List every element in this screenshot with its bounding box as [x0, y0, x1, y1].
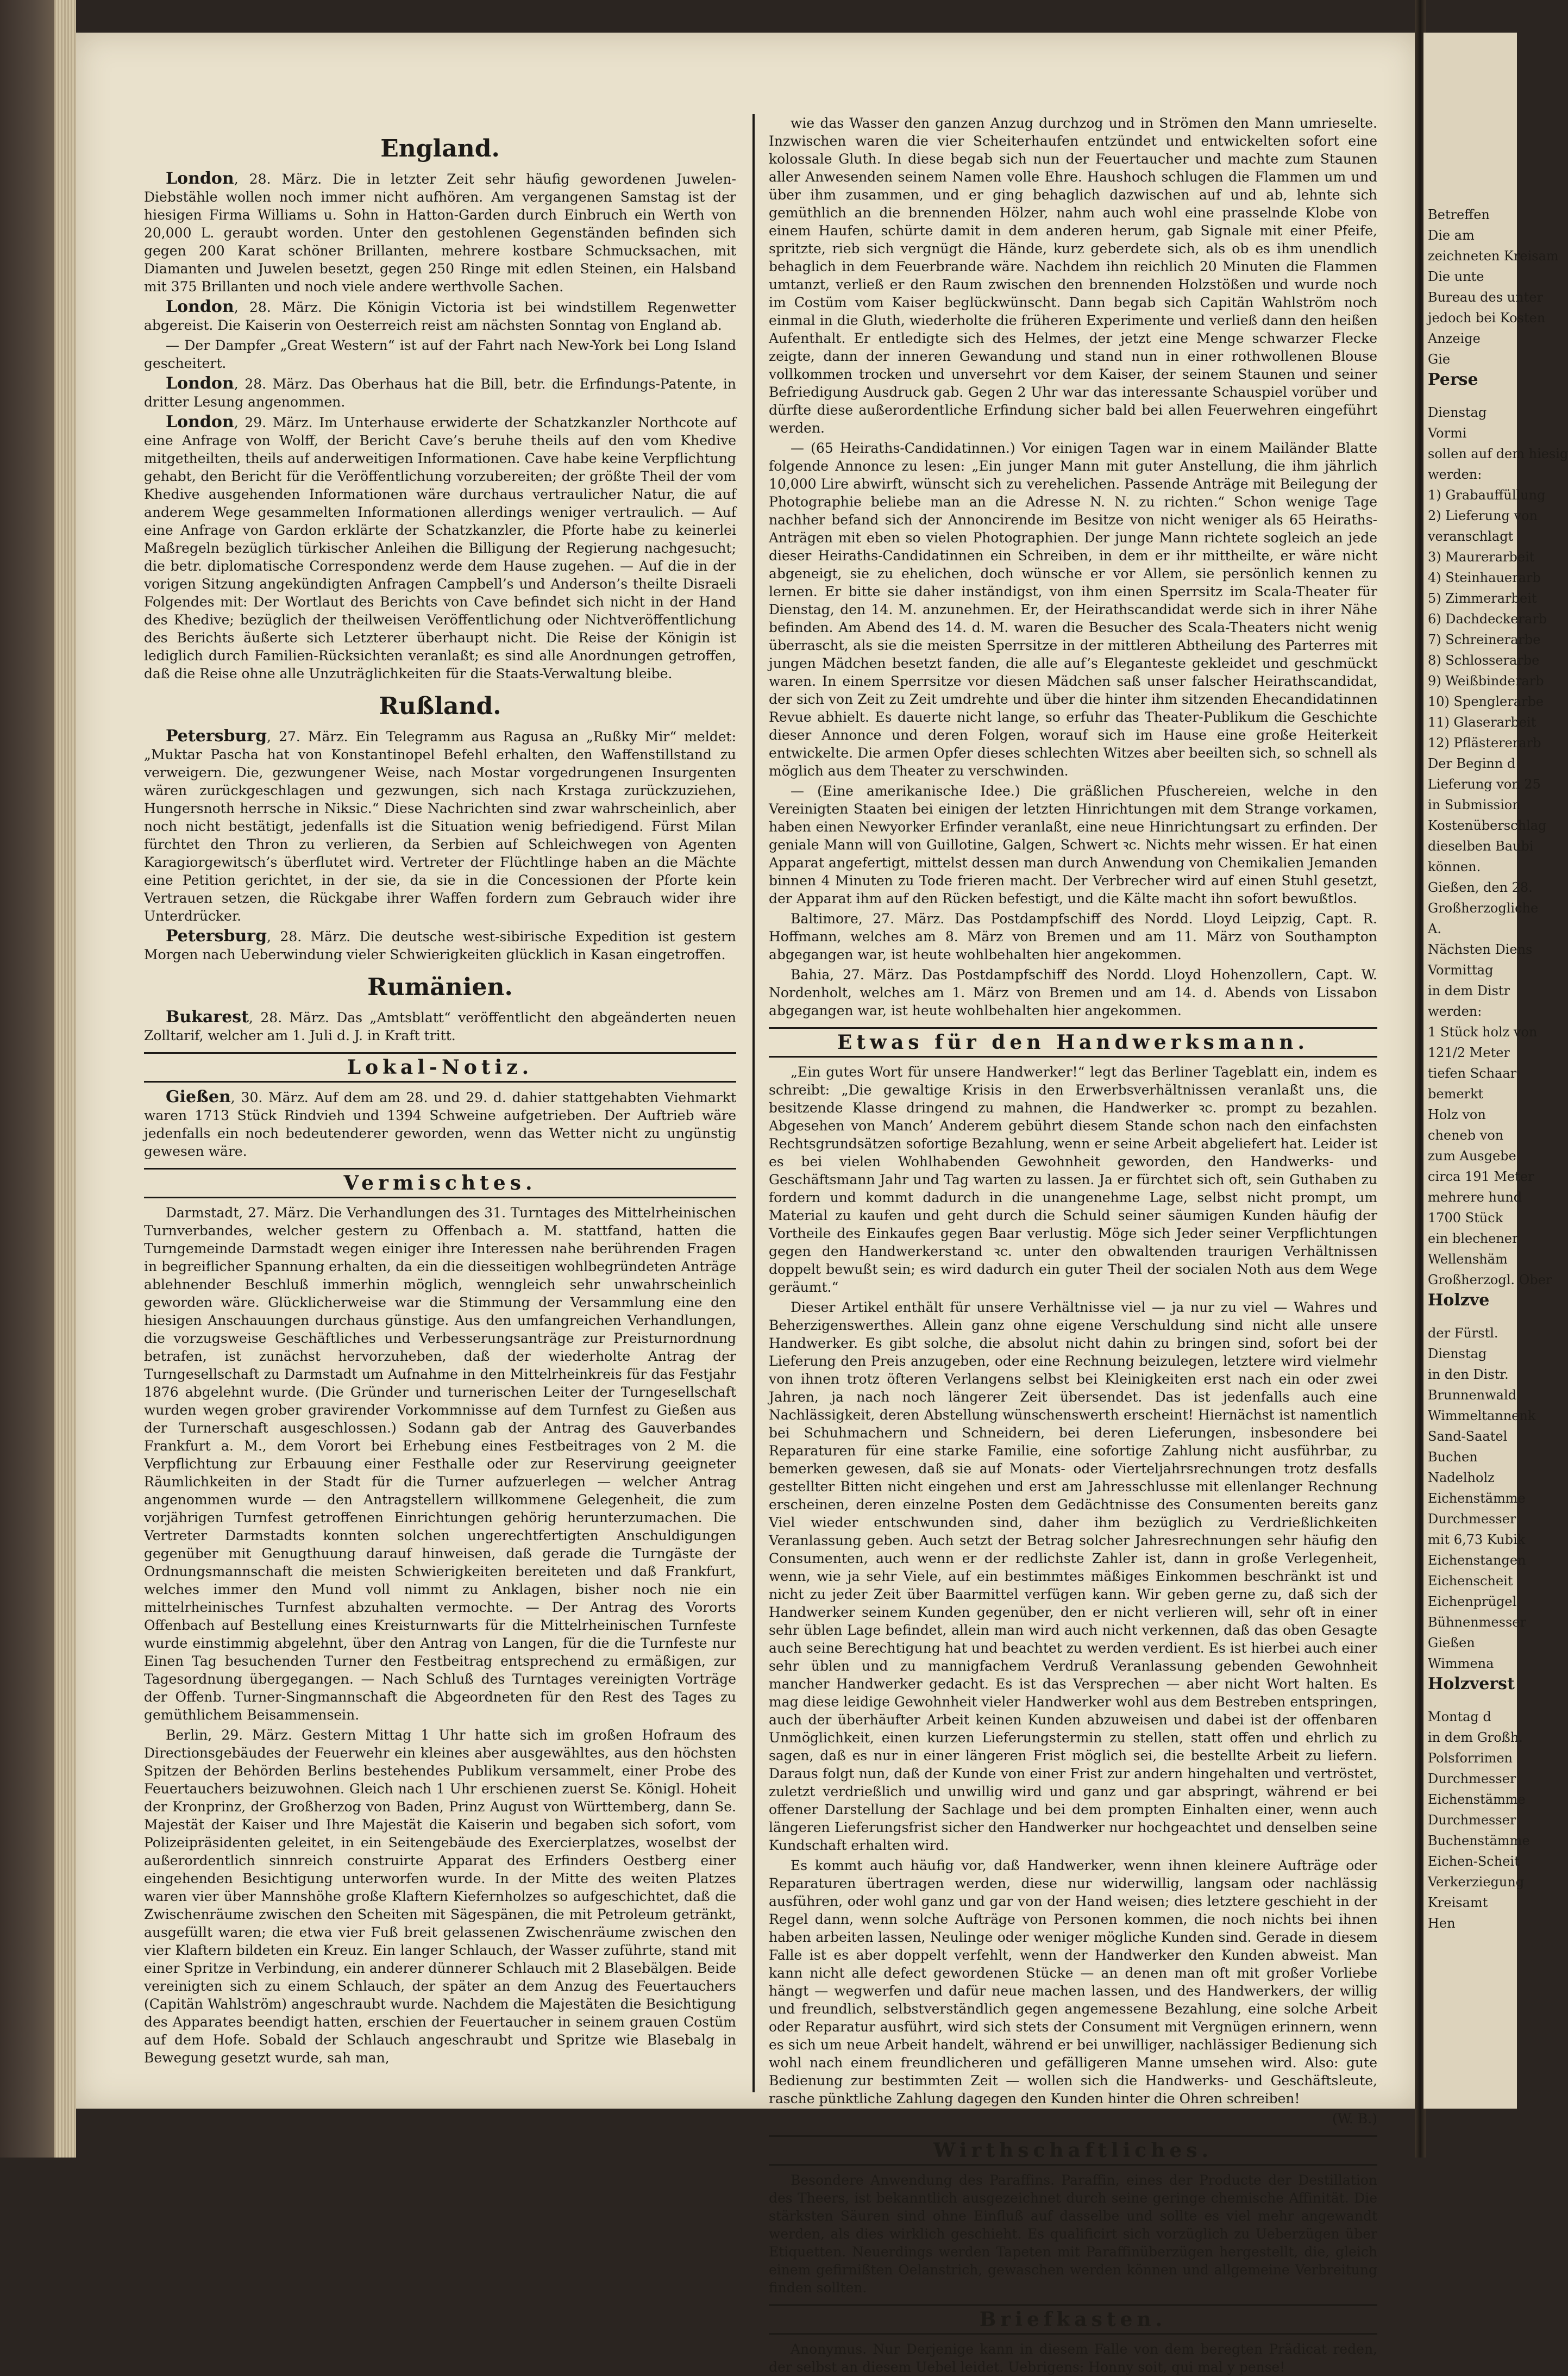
neighbor-fragment: Wellenshäm: [1428, 1252, 1508, 1267]
neighbor-fragment: Kreisamt: [1428, 1895, 1488, 1910]
neighbor-fragment: Kostenüberschlag: [1428, 818, 1547, 833]
article-paragraph: [144, 413, 736, 683]
neighbor-fragment: Durchmesser: [1428, 1771, 1516, 1786]
column-divider: [752, 114, 755, 2092]
neighbor-fragment: Durchmesser: [1428, 1812, 1516, 1828]
neighbor-fragment: Eichen-Scheit: [1428, 1854, 1520, 1869]
article-paragraph: [144, 374, 736, 411]
neighbor-fragment: Bureau des unter: [1428, 290, 1543, 305]
neighbor-fragment: Polsforrimen: [1428, 1750, 1513, 1766]
neighbor-fragment: werden:: [1428, 1004, 1482, 1019]
neighbor-fragment: Buchenstämme: [1428, 1833, 1530, 1848]
neighbor-fragment: circa 191 Meter: [1428, 1169, 1534, 1184]
dateline-place: London: [166, 412, 234, 432]
neighbor-fragment: Eichenstämme: [1428, 1792, 1526, 1807]
neighbor-fragment: Wimmeltannenk: [1428, 1408, 1536, 1423]
neighbor-fragment: tiefen Schaar: [1428, 1066, 1517, 1081]
article-paragraph: [144, 336, 736, 372]
right-paragraphs: [769, 439, 1377, 1020]
neighbor-fragment: 2) Lieferung von: [1428, 508, 1538, 523]
neighbor-fragment: 1700 Stück: [1428, 1210, 1503, 1225]
dateline-place: Petersburg: [166, 727, 267, 746]
neighbor-fragment: in dem Großh.: [1428, 1730, 1523, 1745]
article-paragraph: — (65 Heiraths-Candidatinnen.) Vor einigen Tagen war in einem Mailänder Blatte folgende Annonce zu lesen: „Ein junger Mann mit guter Anstellung, die ihm jährlich 10,000 Lire abwirft, wünscht sich zu verehelichen. Passende Anträge mit Beilegung der Photographie beliebe man an die Adresse N. N. zu richten.“ Schon wenige Tage nachher befand sich der Annoncirende im Besitze von nicht weniger als 65 Heiraths-Anträgen mit eben so vielen Photographien. Der junge Mann richtete sogleich an jede dieser Heiraths-Candidatinnen ein Schreiben, in dem er ihr mittheilte, er wäre nicht abgeneigt, sie zu ehelichen, doch wünsche er vor Allem, sie persönlich kennen zu lernen. Er bitte sie daher inständigst, von ihm einen Sperrsitz im Scala-Theater für Dienstag, den 14. M. anzunehmen. Er, der Heirathscandidat werde sich in ihrer Nähe befinden. Am Abend des 14. d. M. waren die Besucher des Scala-Theaters nicht wenig überrascht, als sie die meisten Sperrsitze in der mittleren Abtheilung des Parterres mit jungen Mädchen besetzt fanden, die alle auf’s Eleganteste gekleidet und geschmückt waren. In einem Sperrsitze vor diesen Mädchen saß unser falscher Heirathscandidat, der sich von Zeit zu Zeit umdrehte und über die hinter ihm sitzenden Ehecandidatinnen Revue abhielt. Es dauerte nicht lange, so erfuhr das Theater-Publikum die Geschichte dieser Annonce und deren Folgen, worauf sich im Hause eine große Heiterkeit entwickelte. Die armen Opfer dieses schlechten Witzes aber beeilten sich, so schnell als möglich aus dem Theater zu verschwinden.: [769, 440, 1377, 779]
neighbor-fragment: sollen auf dem hiesig: [1428, 446, 1568, 461]
dateline-place: London: [166, 169, 234, 188]
section-heading: Vermischtes.: [144, 1168, 736, 1198]
neighbor-fragment: Buchen: [1428, 1449, 1478, 1465]
neighbor-fragment: Vormittag: [1428, 962, 1494, 978]
neighbor-fragment: Gie: [1428, 352, 1451, 367]
neighbor-fragment: werden:: [1428, 467, 1482, 482]
neighbor-fragment: zeichneten Kreisam: [1428, 248, 1559, 264]
neighbor-fragment: Bühnenmesser: [1428, 1615, 1526, 1630]
neighbor-fragment: Gießen, den 28.: [1428, 880, 1533, 895]
neighbor-fragment: Nächsten Diens: [1428, 942, 1533, 957]
neighbor-fragment: Nadelholz: [1428, 1470, 1495, 1485]
neighbor-fragment: Betreffen: [1428, 207, 1490, 222]
neighbor-fragment: Durchmesser: [1428, 1511, 1516, 1527]
wirthschaft-paragraphs: [769, 2171, 1377, 2297]
neighbor-fragment: 10) Spenglerarbe: [1428, 694, 1544, 709]
continuation-paragraph: wie das Wasser den ganzen Anzug durchzog und in Strömen den Mann umrieselte. Inzwischen waren die vier Scheiterhaufen entzündet und entwickelten sofort eine kolossale Gluth. In diese begab sich nun der Feuertaucher und machte zum Staunen aller Anwesenden seinem Namen volle Ehre. Haushoch schlugen die Flammen um und über ihm zusammen, und er ging behaglich dazwischen auf und ab, lehnte sich gemüthlich an die brennenden Hölzer, nahm auch wohl eine prasselnde Klobe von einem Haufen, schürte damit in dem anderen herum, gab Signale mit einer Pfeife, spritzte, rieb sich vergnügt die Hände, kurz geberdete sich, als ob es ihm unendlich behaglich in dem Feuerbrande wäre. Nachdem ihn reichlich 20 Minuten die Flammen umtanzt, verließ er den Raum zwischen den brennenden Holzstößen und wurde noch im Costüm vom Kaiser beglückwünscht. Dann begab sich Capitän Wahlström noch einmal in die Gluth, wiederholte die früheren Experimente und verließ dann den heißen Aufenthalt. Er entledigte sich des Helmes, der jetzt eine Menge schwarzer Flecke zeigte, dann der inneren Gewandung und stand nun in einer rothwollenen Blouse vollkommen trocken und unversehrt vor dem Kaiser, der seinem Staunen und seiner Befriedigung Ausdruck gab. Gegen 2 Uhr war das interessante Schauspiel vorüber und dürfte diese außerordentliche Erfindung sicher bald bei allen Feuerwehren eingeführt werden.: [769, 115, 1377, 436]
right-column: [769, 114, 1377, 2375]
briefkasten-heading: Briefkasten.: [769, 2304, 1377, 2335]
section-heading: Rumänien.: [367, 973, 513, 1001]
neighbor-fragment: Perse: [1428, 370, 1478, 389]
neighbor-fragment: in den Distr.: [1428, 1367, 1509, 1382]
neighbor-fragment: der Fürstl.: [1428, 1325, 1498, 1341]
neighbor-fragment: Eichenstämme: [1428, 1491, 1526, 1506]
neighbor-fragment: 1) Grabauffüllung: [1428, 487, 1546, 503]
neighbor-fragment: Verkerziegung: [1428, 1874, 1525, 1890]
neighbor-fragment: dieselben Baubi: [1428, 839, 1534, 854]
neighbor-fragment: können.: [1428, 859, 1481, 874]
neighbor-fragment: jedoch bei Kosten: [1428, 310, 1546, 326]
neighbor-fragment: Die am: [1428, 228, 1475, 243]
article-text: — Der Dampfer „Great Western“ ist auf der Fahrt nach New-York bei Long Island gescheitert.: [144, 337, 736, 371]
article-text: , 28. März. Das Oberhaus hat die Bill, betr. die Erfindungs-Patente, in dritter Lesung angenommen.: [144, 376, 736, 410]
section-heading: England.: [380, 135, 500, 162]
neighbor-fragment: Der Beginn d: [1428, 756, 1516, 771]
neighbor-fragment: mit 6,73 Kubik: [1428, 1532, 1526, 1547]
article-paragraph: Dieser Artikel enthält für unsere Verhältnisse viel — ja nur zu viel — Wahres und Beherzigenswerthes. Allein ganz ohne eigene Verschuldung sind nicht alle unsere Handwerker. Es gibt solche, die absolut nicht dahin zu bringen sind, sofort bei der Lieferung den Preis anzugeben, oder eine Rechnung beizulegen, letztere wird vielmehr von ihnen trotz öfteren Verlangens selbst bei Kleinigkeiten erst nach ein oder zwei Jahren, ja nach noch längerer Zeit übersendet. Das ist jedenfalls auch eine Nachlässigkeit, deren Abstellung wünschenswerth erscheint! Hiernächst ist namentlich bei Schuhmachern und Schneidern, bei deren Lieferungen, insbesondere bei Reparaturen für eine starke Familie, eine sofortige Zahlung nicht ausführbar, zu bemerken gewesen, daß sie auf Monats- oder Vierteljahrsrechnungen trotz desfalls gestellter Bitten nicht eingehen und erst am Jahresschlusse mit ellenlanger Rechnung erscheinen, deren einzelne Posten dem Gedächtnisse des Consumenten bereits ganz Viel wieder entschwunden sind, daher ihm bezüglich zu Verdrießlichkeiten Veranlassung geben. Auch setzt der Betrag solcher Jahresrechnungen sehr häufig den Consumenten, auch wenn er der redlichste Zahler ist, dann in große Verlegenheit, wenn, wie ja sehr Viele, auf ein bestimmtes mäßiges Einkommen beschränkt ist und nicht zu jeder Zeit über Baarmittel verfügen kann. Wir geben gerne zu, daß sich der Handwerker seinem Kunden gegenüber, den er nicht verlieren will, sehr oft in einer sehr üblen Lage befindet, allein man wird auch nicht verkennen, daß das oben Gesagte auch seine Berechtigung hat und beachtet zu werden verdient. Es ist hierbei auch einer sehr üblen und zu mannigfachem Verdruß Veranlassung gebenden Gewohnheit mancher Handwerker gedacht. Es ist das Versprechen — aber nicht Wort halten. Es mag diese leidige Gewohnheit vieler Handwerker wohl aus dem Bestreben entspringen, auch der überhäufter Arbeit keinen Kunden abzuweisen und dabei ist der offenbaren Unmöglichkeit, einen kurzen Lieferungstermin zu stellen, statt offen und ehrlich zu sagen, daß es nur in einer längeren Frist möglich sei, die bestellte Arbeit zu liefern. Daraus folgt nun, daß der Kunde von einer Frist zur andern hingehalten und vertröstet, zuletzt verdrießlich und unwillig wird und ganz und gar abspringt, während er bei offener Darstellung der Sachlage und bei dem prompten Einhalten einer, wenn auch längeren Lieferungsfrist sicher den Handwerker nur hochgeachtet und denselben seine Kundschaft erhalten wird.: [769, 1299, 1377, 1853]
neighbor-fragment: 7) Schreinerarbe: [1428, 632, 1541, 647]
neighbor-fragment: Lieferung von 25: [1428, 777, 1541, 792]
neighbor-fragment: Holzve: [1428, 1291, 1490, 1310]
article-paragraph: [144, 1204, 736, 1724]
neighbor-fragment: ein blechener: [1428, 1231, 1519, 1246]
article-text: , 27. März. Ein Telegramm aus Ragusa an „Rußky Mir“ meldet: „Muktar Pascha hat von Konstantinopel Befehl erhalten, den Waffenstillstand zu verweigern. Die, gezwungener Weise, nach Mostar vorgedrungenen Insurgenten wären zurückgeschlagen und gezwungen, sich nach Krstaga zurückzuziehen, Hungersnoth herrsche in Niksic.“ Diese Nachrichten sind zwar wahrscheinlich, aber noch nicht bestätigt, jedenfalls ist die Situation wenig befriedigend. Fürst Milan fürchtet den Thron zu verlieren, da Serbien auf Schleichwegen von Agenten Karagiorgewitsch’s überflutet wird. Vertreter der Flüchtlinge haben an die Mächte eine Petition gerichtet, in der sie, da sie in die Concessionen der Pforte kein Vertrauen setzen, die Rückgabe ihrer Waffen fordern zum Gebrauch wider ihre Unterdrücker.: [144, 729, 736, 924]
article-text: , 28. März. Die deutsche west-sibirische Expedition ist gestern Morgen nach Ueberwindung vieler Schwierigkeiten glücklich in Kasan eingetroffen.: [144, 929, 736, 962]
neighbor-fragment: Wimmena: [1428, 1656, 1494, 1671]
neighbor-fragment: 6) Dachdeckerarb: [1428, 611, 1547, 627]
neighbor-fragment: in dem Distr: [1428, 983, 1510, 998]
neighbor-fragment: 1 Stück holz von: [1428, 1024, 1538, 1040]
dateline-place: Bukarest: [166, 1008, 249, 1027]
article-text: , 28. März. Die in letzter Zeit sehr häufig gewordenen Juwelen-Diebstähle wollen noch immer nicht aufhören. Am vergangenen Samstag ist der hiesigen Firma Williams u. Sohn in Hatton-Garden durch Einbruch ein Werth von 20,000 L. geraubt worden. Unter den gestohlenen Gegenständen befinden sich gegen 200 Karat schöner Brillanten, mehrere kostbare Schmucksachen, mit Diamanten und Juwelen besetzt, gegen 250 Ringe mit edlen Steinen, ein Halsband mit 375 Brillanten und noch viele andere werthvolle Sachen.: [144, 171, 736, 295]
neighbor-fragment: Eichenscheit: [1428, 1573, 1513, 1589]
neighbor-fragment: 3) Maurerarbeit: [1428, 549, 1535, 565]
neighbor-fragment: mehrere hund: [1428, 1190, 1522, 1205]
neighbor-fragment: Eichenstangen: [1428, 1553, 1526, 1568]
article-paragraph: [144, 298, 736, 334]
neighbor-fragment: bemerkt: [1428, 1086, 1484, 1102]
article-paragraph: [144, 170, 736, 296]
article-text: , 28. März. Das „Amtsblatt“ veröffentlicht den abgeänderten neuen Zolltarif, welcher am 1. Juli d. J. in Kraft tritt.: [144, 1010, 736, 1043]
left-sections: [144, 134, 736, 2067]
article-paragraph: [144, 1088, 736, 1160]
book-gutter: [0, 0, 54, 2158]
dateline-place: Petersburg: [166, 927, 267, 946]
handwerk-paragraphs: [769, 1063, 1377, 2108]
neighbor-fragment: Eichenprügel: [1428, 1594, 1517, 1609]
article-paragraph: Besondere Anwendung des Paraffins. Paraffin, eines der Producte der Destillation des Theers, ist bekanntlich ausgezeichnet durch seine geringe chemische Affinität. Die stärksten Säuren sind ohne Einfluß auf dasselbe und sollte es viel mehr angewandt werden, als dies wirklich geschieht. Es qualificirt sich vorzüglich zu Ueberzügen über Etiquetten. Neuerdings werden Tapeten mit Paraffinüberzügen hergestellt, die, gleich einem gefirnißten Oelanstrich, gewaschen werden können und allgemeine Verbreitung finden sollten.: [769, 2172, 1377, 2296]
article-text: Berlin, 29. März. Gestern Mittag 1 Uhr hatte sich im großen Hofraum des Directionsgebäudes der Feuerwehr ein kleines aber ausgewähltes, aus den höchsten Spitzen der Behörden Berlins bestehendes Publikum versammelt, einer Probe des Feuertauchers beizuwohnen. Gleich nach 1 Uhr erschienen zuerst Se. Königl. Hoheit der Kronprinz, der Großherzog von Baden, Prinz August von Württemberg, dann Se. Majestät der Kaiser und Ihre Majestät die Kaiserin und begaben sich sofort, vom Polizeipräsidenten geleitet, in ein Seitengebäude des Exercierplatzes, woselbst der außerordentlich sinnreich construirte Apparat des Erfinders Oestberg einer eingehenden Besichtigung unterworfen wurde. In der Mitte des weiten Platzes waren vier über Mannshöhe große Klaftern Kiefernholzes so aufgeschichtet, daß die Zwischenräume zwischen den Scheiten mit Sägespänen, die mit Petroleum getränkt, ausgefüllt waren; die etwa vier Fuß breit gelassenen Zwischenräume zwischen den vier Klaftern bildeten ein Kreuz. Ein langer Schlauch, der Wasser zuführte, stand mit einer Spritze in Verbindung, ein anderer dünnerer Schlauch mit 2 Blasebälgen. Beide vereinigten sich zu einem Schlauch, der später an dem Anzug des Feuertauchers (Capitän Wahlström) angeschraubt wurde. Nachdem die Majestäten die Besichtigung des Apparates beendigt hatten, erschien der Feuertaucher in seinem grauen Costüm auf dem Hofe. Sobald der Schlauch angeschraubt und Spritze wie Blasebalg in Bewegung gesetzt wurde, sah man,: [144, 1727, 736, 2066]
neighbor-fragment: Großherzogl. Ober: [1428, 1272, 1552, 1287]
section-heading: Lokal-Notiz.: [144, 1052, 736, 1083]
neighbor-fragment: Holz von: [1428, 1107, 1486, 1122]
article-text: , 28. März. Die Königin Victoria ist bei windstillem Regenwetter abgereist. Die Kaiserin von Oesterreich reist am nächsten Sonntag von England ab.: [144, 299, 736, 333]
handwerk-heading: Etwas für den Handwerksmann.: [769, 1027, 1377, 1058]
article-paragraph: [144, 1726, 736, 2067]
dateline-place: London: [166, 297, 234, 316]
neighbor-fragment: cheneb von: [1428, 1128, 1504, 1143]
article-paragraph: Es kommt auch häufig vor, daß Handwerker, wenn ihnen kleinere Aufträge oder Reparaturen übertragen werden, diese nur widerwillig, langsam oder nachlässig ausführen, oder wohl ganz und gar von der Hand weisen; dies letztere geschieht in der Regel dann, wenn solche Aufträge von Personen kommen, die noch nichts bei ihnen haben arbeiten lassen, Neulinge oder weniger mögliche Kunden sind. Gerade in diesem Falle ist es aber doppelt verfehlt, wenn der Handwerker den Kunden abweist. Man kann nicht alle defect gewordenen Stücke — an denen man oft mit großer Vorliebe hängt — wegwerfen und dafür neue machen lassen, und des Handwerkers, der willig und freundlich, selbstverständlich gegen angemessene Bezahlung, eine solche Arbeit oder Reparatur ausführt, wird sich stets der Consument mit Vergnügen erinnern, wenn es sich um neue Arbeit handelt, während er bei unwilliger, nachlässiger Bedienung sich wohl nach einem freundlicheren und gefälligeren Manne umsehen wird. Also: gute Bedienung zur bestimmten Zeit — wollen sich die Handwerks- und Geschäftsleute, rasche pünktliche Zahlung dagegen den Kunden hinter die Ohren schreiben!: [769, 1858, 1377, 2106]
neighbor-fragment: Großherzogliche: [1428, 901, 1539, 916]
handwerk-signature: (W. B.): [1332, 2111, 1377, 2127]
page-edge: [54, 0, 76, 2158]
dateline-place: Gießen: [166, 1087, 231, 1106]
neighbor-fragment: A.: [1428, 921, 1441, 936]
wirthschaft-heading: Wirthschaftliches.: [769, 2135, 1377, 2166]
neighbor-fragment: Sand-Saatel: [1428, 1429, 1508, 1444]
neighbor-fragment: 5) Zimmerarbeit: [1428, 591, 1537, 606]
neighbor-fragment: Brunnenwald: [1428, 1387, 1517, 1403]
neighbor-page-strip: [1423, 33, 1568, 2109]
article-paragraph: [144, 727, 736, 925]
section-heading: Rußland.: [379, 692, 501, 720]
neighbor-fragment: veranschlagt: [1428, 529, 1514, 544]
article-paragraph: — (Eine amerikanische Idee.) Die gräßlichen Pfuschereien, welche in den Vereinigten Staaten bei einigen der letzten Hinrichtungen mit dem Strange vorkamen, haben einen Newyorker Erfinder veranlaßt, eine neue Hinrichtungsart zu erfinden. Der geniale Mann will von Guillotine, Galgen, Schwert ꝛc. Nichts mehr wissen. Er hat einen Apparat angefertigt, mittelst dessen man durch Anwendung von Chemikalien Jemanden binnen 4 Minuten zu Tode frieren macht. Der Verbrecher wird auf einen Stuhl gesetzt, der Apparat ihm auf den Rücken befestigt, und die Kälte macht ihn sofort bewußtlos.: [769, 783, 1377, 906]
neighbor-fragment: Vormi: [1428, 426, 1467, 441]
neighbor-fragment: 8) Schlosserarbe: [1428, 653, 1540, 668]
dateline-place: London: [166, 374, 234, 393]
neighbor-fragment: Dienstag: [1428, 405, 1487, 420]
neighbor-fragment: 4) Steinhauerarb: [1428, 570, 1541, 585]
neighbor-fragment: Montag d: [1428, 1709, 1491, 1724]
neighbor-fragment: 9) Weißbinderarb: [1428, 673, 1544, 689]
newspaper-page: [76, 33, 1418, 2375]
briefkasten-paragraphs: [769, 2340, 1377, 2376]
article-paragraph: Bahia, 27. März. Das Postdampfschiff des Nordd. Lloyd Hohenzollern, Capt. W. Nordenholt, welches am 1. März von Bremen und am 14. d. Abends von Lissabon abgegangen war, ist heute wohlbehalten hier angekommen.: [769, 967, 1377, 1018]
left-column: [144, 125, 736, 2092]
article-paragraph: Baltimore, 27. März. Das Postdampfschiff des Nordd. Lloyd Leipzig, Capt. R. Hoffmann, welches am 8. März von Bremen und am 11. März von Southampton abgegangen war, ist heute wohlbehalten hier angekommen.: [769, 911, 1377, 962]
article-paragraph: [144, 927, 736, 964]
neighbor-fragment: 121/2 Meter: [1428, 1045, 1510, 1060]
neighbor-fragment: Die unte: [1428, 269, 1484, 284]
neighbor-fragment: 11) Glaserarbeit: [1428, 715, 1536, 730]
article-text: , 30. März. Auf dem am 28. und 29. d. dahier stattgehabten Viehmarkt waren 1713 Stück Rindvieh und 1394 Schweine aufgetrieben. Der Auftrieb wäre jedenfalls ein noch bedeutenderer geworden, wenn das Wetter nicht zu ungünstig gewesen wäre.: [144, 1090, 736, 1159]
article-text: , 29. März. Im Unterhause erwiderte der Schatzkanzler Northcote auf eine Anfrage von Wolff, der Bericht Cave’s beruhe theils auf den vom Khedive mitgetheilten, theils auf anderweitigen Informationen. Cave habe keine Verpflichtung gehabt, den Bericht für die Veröffentlichung vorzubereiten; der größte Theil der vom Khedive ausgehenden Informationen wäre durchaus vertraulicher Natur, die auf anderem Wege gesammelten Informationen allerdings weniger vertraulich. — Auf eine Anfrage von Gardon erklärte der Schatzkanzler, die Pforte habe zu keinerlei Maßregeln bezüglich türkischer Anleihen die Billigung der Regierung nachgesucht; die betr. diplomatische Correspondenz werde dem Hause zugehen. — Auf die in der vorigen Sitzung angekündigten Anfragen Campbell’s und Anderson’s theilte Disraeli Folgendes mit: Der Wortlaut des Berichts von Cave befindet sich nicht in der Hand des Khedive; bezüglich der theilweisen Veröffentlichung oder Nichtveröffentlichung des Berichts äußerte sich Letzterer überhaupt nicht. Die Reise der Königin ist lediglich durch Familien-Rücksichten veranlaßt; es sind alle Anordnungen getroffen, daß die Reise ohne alle Unzuträglichkeiten für die Staats-Verwaltung bleibe.: [144, 415, 736, 681]
neighbor-fragment: Gießen: [1428, 1635, 1475, 1650]
neighbor-fragment: Hen: [1428, 1916, 1456, 1931]
neighbor-fragment: Holzverst: [1428, 1674, 1515, 1693]
neighbor-fragment: zum Ausgebe: [1428, 1148, 1516, 1164]
neighbor-fragment: 12) Pflästererarb: [1428, 735, 1541, 751]
article-text: Darmstadt, 27. März. Die Verhandlungen des 31. Turntages des Mittelrheinischen Turnverbandes, welcher gestern zu Offenbach a. M. stattfand, hatten die Turngemeinde Darmstadt wegen einiger ihre Interessen nahe berührenden Fragen in begreiflicher Spannung erhalten, da ein die diesseitigen wohlbegründeten Anträge ablehnender Beschluß immerhin möglich, wenngleich sehr unwahrscheinlich geworden wäre. Glücklicherweise war die Stimmung der Versammlung eine den hiesigen Anschauungen durchaus günstige. Aus den umfangreichen Verhandlungen, die vorzugsweise Geschäftliches und Verbesserungsanträge zur Preisturnordnung betrafen, ist zunächst hervorzuheben, daß der wiederholte Antrag der Turngesellschaft zu Darmstadt um Aufnahme in den Mittelrheinkreis für das Festjahr 1876 abgelehnt wurde. (Die Gründer und turnerischen Leiter der Turngesellschaft wurden wegen grober gravirender Vorkommnisse auf dem Turnfest zu Gießen aus der Turnerschaft ausgeschlossen.) Sodann gab der Antrag des Gauverbandes Frankfurt a. M., dem Vorort bei Erhebung eines Festbeitrages von 2 M. die Verpflichtung zur Erbauung einer Festhalle oder zur Reservirung geeigneter Räumlichkeiten in der Stadt für die Turner aufzuerlegen — welcher Antrag angenommen wurde — den Antragstellern willkommene Gelegenheit, die zum vorjährigen Turnfest getroffenen Einrichtungen gehörig herunterzumachen. Die Vertreter Darmstadts konnten solchen ungerechtfertigten Anschuldigungen gegenüber mit Genugthuung darauf hinweisen, daß gerade die Turngäste der Ordnungsmannschaft die meisten Schwierigkeiten bereiteten und daß Frankfurt, welches immer den Mund voll nimmt zu Anklagen, bisher noch nie ein mittelrheinisches Turnfest abzuhalten vermochte. — Der Antrag des Vororts Offenbach auf Bestellung eines Kreisturnwarts für die Mittelrheinischen Turnfeste wurde einstimmig abgelehnt, über den Antrag von Langen, für die die Turnfeste nur Einen Tag besuchenden Turner den Festbeitrag entsprechend zu ermäßigen, zur Tagesordnung übergegangen. — Nach Schluß des Turntages vereinigten Vorträge der Offenb. Turner-Singmannschaft die Abgeordneten für den Rest des Tages zu gemüthlichem Beisammensein.: [144, 1205, 736, 1723]
neighbor-fragment: in Submission: [1428, 797, 1521, 812]
article-paragraph: Anonymus. Nur Derjenige kann in diesem Falle von dem beregten Prädicat reden, der selbst an diesem Uebel leidet. Uebrigens: Honny soit, qui mal y pense!: [769, 2341, 1377, 2375]
neighbor-fragment: Dienstag: [1428, 1346, 1487, 1361]
neighbor-fragment: Anzeige: [1428, 331, 1481, 346]
article-paragraph: „Ein gutes Wort für unsere Handwerker!“ legt das Berliner Tageblatt ein, indem es schreibt: „Die gewaltige Krisis in den Erwerbsverhältnissen veranlaßt uns, die besitzende Klasse dringend zu mahnen, die Handwerker ꝛc. prompt zu bezahlen. Abgesehen von Manch’ Anderem gebührt diesem Stande schon nach den einfachsten Rechtsgrundsätzen sofortige Bezahlung, wenn er seine Arbeit abgeliefert hat. Leider ist es bei vielen Wohlhabenden Gewohnheit geworden, den Handwerks- und Geschäftsmann Jahr und Tag warten zu lassen. Ja er fürchtet sich oft, sein Guthaben zu fordern und kommt dadurch in die unangenehme Lage, selbst nicht prompt, um Material zu kaufen und geht durch die Schuld seiner säumigen Kunden häufig der Vortheile des Einkaufes gegen Baar verlustig. Möge sich Jeder seiner Verpflichtungen gegen den Handwerkerstand ꝛc. unter den obwaltenden traurigen Verhältnissen doppelt bewußt sein; es wird dadurch ein guter Theil der socialen Noth aus dem Wege geräumt.“: [769, 1064, 1377, 1295]
article-paragraph: [144, 1008, 736, 1045]
